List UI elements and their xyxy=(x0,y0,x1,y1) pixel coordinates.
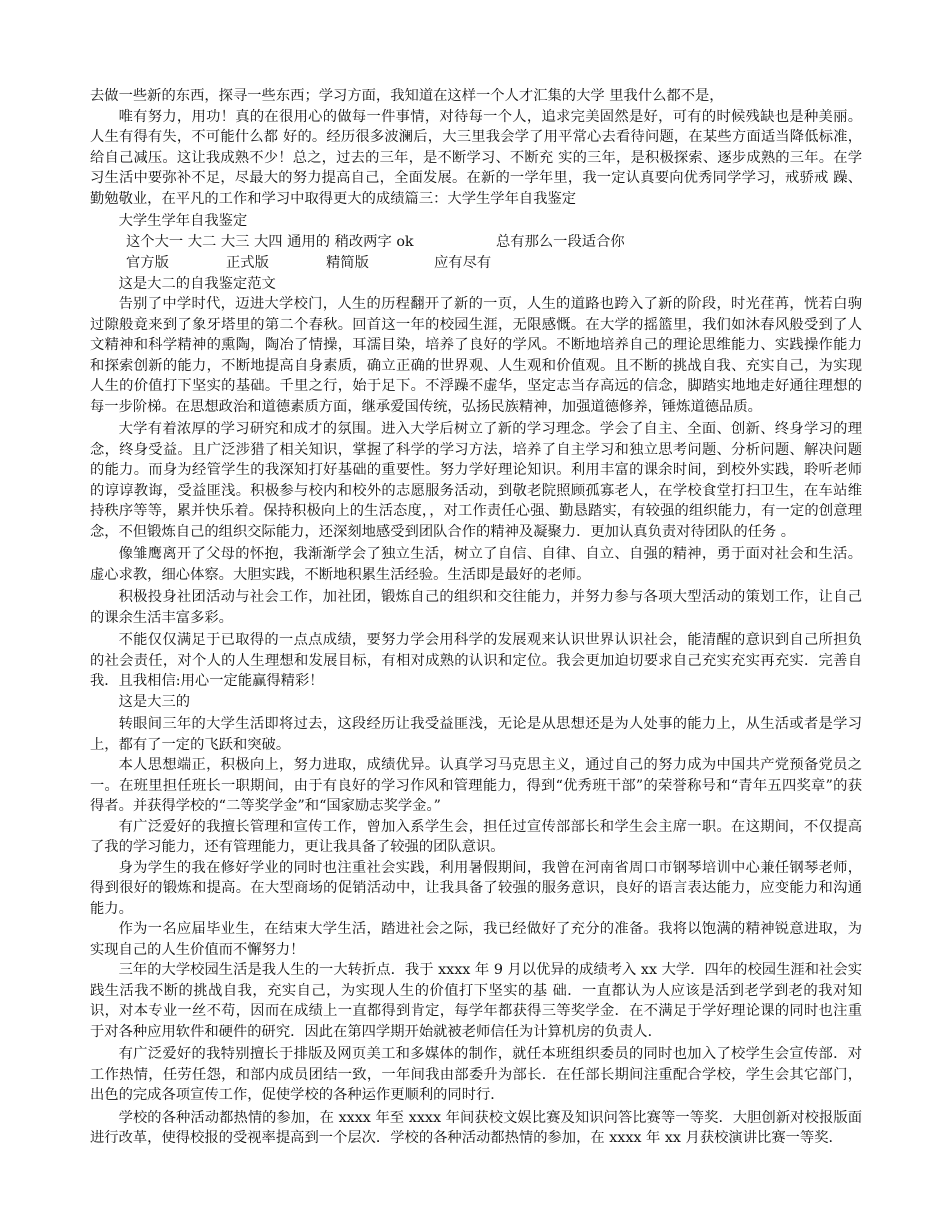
version-all: 应有尽有 xyxy=(434,254,492,271)
document-body xyxy=(90,86,862,1149)
paragraph: 有广泛爱好的我擅长管理和宣传工作，曾加入系学生会，担任过宣传部部长和学生会主席一职。在这期间，不仅提高了我的学习能力，还有管理能力，更让我具备了较强的团队意识。 xyxy=(90,818,862,855)
tagline-left: 这个大一 大二 大三 大四 通用的 稍改两字 ok xyxy=(126,233,414,250)
document-heading: 大学生学年自我鉴定 xyxy=(118,213,248,229)
paragraph: 积极投身社团活动与社会工作，加社团，锻炼自己的组织和交往能力，并努力参与各项大型活动的策划工作，让自己的课余生活丰富多彩。 xyxy=(90,589,862,626)
paragraph: 大学有着浓厚的学习研究和成才的氛围。进入大学后树立了新的学习理念。学会了自主、全面、创新、终身学习的理念，终身受益。且广泛涉猎了相关知识，掌握了科学的学习方法，培养了自主学习和独立思考问题、分析问题、解决问题的能力。而身为经管学生的我深知打好基础的重要性。努力学好理论知识。利用丰富的课余时间，到校外实践，聆听老师的谆谆教诲，受益匪浅。积极参与校内和校外的志愿服务活动，到敬老院照顾孤寡老人，在学校食堂打扫卫生，在车站维持秩序等等，累并快乐着。保持积极向上的生活态度，，对工作责任心强、勤恳踏实，有较强的组织能力，有一定的创意理念，不但锻炼自己的组织交际能力，还深刻地感受到团队合作的精神及凝聚力．更加认真负责对待团队的任务 。 xyxy=(90,421,862,540)
paragraph: 身为学生的我在修好学业的同时也注重社会实践，利用暑假期间，我曾在河南省周口市钢琴培训中心兼任钢琴老师，得到很好的锻炼和提高。在大型商场的促销活动中，让我具备了较强的服务意识，良好的语言表达能力，应变能力和沟通能力。 xyxy=(90,859,862,917)
paragraph: 三年的大学校园生活是我人生的一大转折点．我于 xxxx 年 9 月以优异的成绩考入 xx 大学．四年的校园生涯和社会实践生活我不断的挑战自我，充实自己，为实现人生的价值打下坚实的基 础．一直都认为人应该是活到老学到老的我对知识，对本专业一丝不苟，因而在成绩上一直都得到肯定，每学年都获得三等奖学金．在不满足于学好理论课的同时也注重于对各种应用软件和硬件的研究．因此在第四学期开始就被老师信任为计算机房的负责人． xyxy=(90,962,862,1040)
paragraph: 告别了中学时代，迈进大学校门，人生的历程翻开了新的一页，人生的道路也跨入了新的阶段，时光荏苒，恍若白驹过隙般竟来到了象牙塔里的第二个春秋。回首这一年的校园生涯，无限感慨。在大学的摇篮里，我们如沐春风般受到了人文精神和科学精神的熏陶，陶冶了情操，耳濡目染，培养了良好的学风。不断地培养自己的理论思维能力、实践操作能力和探索创新的能力，不断地提高自身素质，确立正确的世界观、人生观和价值观。且不断的挑战自我、充实自己，为实现人生的价值打下坚实的基础。千里之行，始于足下。不浮躁不虚华，坚定志当存高远的信念，脚踏实地地走好通往理想的每一步阶梯。在思想政治和道德素质方面，继承爱国传统，弘扬民族精神，加强道德修养，锤炼道德品质。 xyxy=(90,296,862,415)
paragraph: 作为一名应届毕业生，在结束大学生活，踏进社会之际，我已经做好了充分的准备。我将以饱满的精神锐意进取，为实现自己的人生价值而不懈努力！ xyxy=(90,921,862,958)
paragraph: 不能仅仅满足于已取得的一点点成绩，要努力学会用科学的发展观来认识世界认识社会，能清醒的意识到自己所担负的社会责任，对个人的人生理想和发展目标，有相对成熟的认识和定位。我会更加迫切要求自己充实充实再充实．完善自我．且我相信:用心一定能赢得精彩！ xyxy=(90,632,862,689)
versions-row xyxy=(90,253,862,274)
paragraph-intro: 去做一些新的东西，探寻一些东西；学习方面，我知道在这样一个人才汇集的大学 里我什么都不是， xyxy=(90,88,724,104)
paragraph: 有广泛爱好的我特别擅长于排版及网页美工和多媒体的制作，就任本班组织委员的同时也加入了校学生会宣传部．对工作热情，任劳任怨，和部内成员团结一致，一年间我由部委升为部长．在任部长期间注重配合学校，学生会其它部门，出色的完成各项宣传工作，促使学校的各种运作更顺利的同时行． xyxy=(90,1046,862,1103)
paragraph: 像雏鹰离开了父母的怀抱，我渐渐学会了独立生活，树立了自信、自律、自立、自强的精神，勇于面对社会和生活。虚心求教，细心体察。大胆实践，不断地积累生活经验。生活即是最好的老师。 xyxy=(90,546,862,583)
version-compact: 精简版 xyxy=(326,254,369,271)
version-formal: 正式版 xyxy=(226,254,269,271)
paragraph-summary: 唯有努力，用功！真的在很用心的做每一件事情，对待每一个人，追求完美固然是好，可有的时候残缺也是种美丽。人生有得有失，不可能什么都 好的。经历很多波澜后，大三里我会学了用平常心去看待问题，在某些方面适当降低标准，给自己减压。这让我成熟不少！总之，过去的三年，是不断学习、不断充 实的三年，是积极探索、逐步成熟的三年。在学习生活中要弥补不足，尽最大的努力提高自己，全面发展。在新的一学年里，我一定认真要向优秀同学学习，戒骄戒 躁、勤勉敬业，在平凡的工作和学习中取得更大的成绩篇三：大学生学年自我鉴定 xyxy=(90,108,862,207)
section-title-junior: 这是大三的 xyxy=(118,693,191,710)
paragraph: 本人思想端正，积极向上，努力进取，成绩优异。认真学习马克思主义，通过自己的努力成为中国共产党预备党员之一。在班里担任班长一职期间，由于有良好的学习作风和管理能力，得到“优秀班干部”的荣誉称号和“青年五四奖章”的获得者。并获得学校的“二等奖学金”和“国家励志奖学金。” xyxy=(90,757,862,814)
paragraph: 转眼间三年的大学生活即将过去，这段经历让我受益匪浅，无论是从思想还是为人处事的能力上，从生活或者是学习上，都有了一定的飞跃和突破。 xyxy=(90,716,862,753)
tagline-row xyxy=(90,232,862,253)
paragraph: 学校的各种活动都热情的参加，在 xxxx 年至 xxxx 年间获校文娱比赛及知识问答比赛等一等奖．大胆创新对校报版面进行改革，使得校报的受视率提高到一个层次．学校的各种活动都热情的参加，在 xxxx 年 xx 月获校演讲比赛一等奖． xyxy=(90,1109,862,1146)
version-official: 官方版 xyxy=(126,254,169,271)
section-title-sophomore: 这是大二的自我鉴定范文 xyxy=(118,275,276,292)
tagline-right: 总有那么一段适合你 xyxy=(496,233,625,250)
